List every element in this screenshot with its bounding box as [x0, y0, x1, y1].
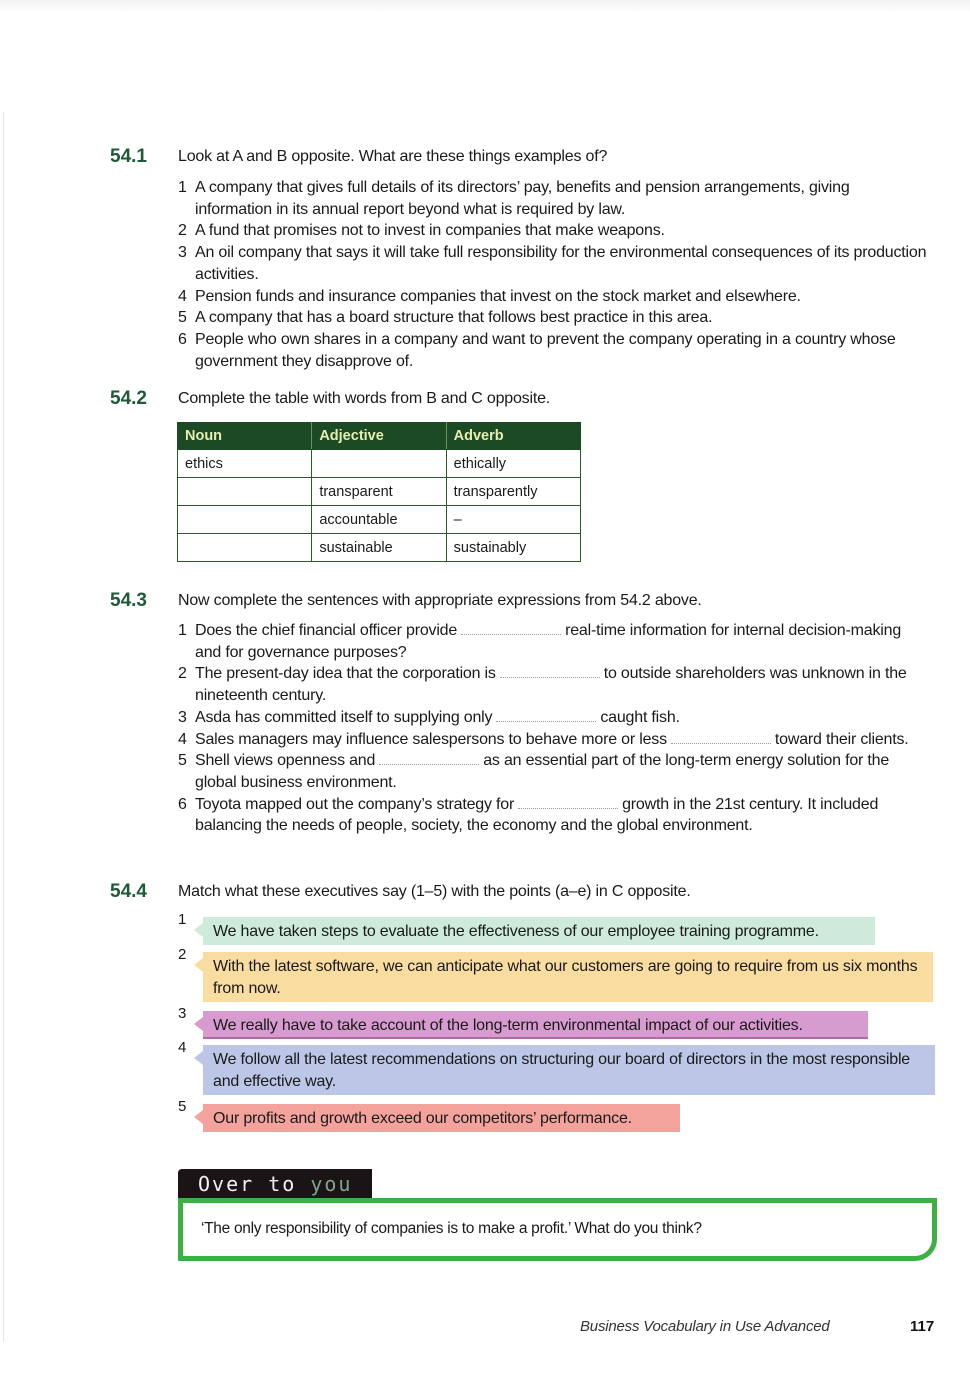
list-item: 1 Does the chief financial officer provide real-time information for internal decision-making and for governance purposes?	[178, 622, 902, 661]
over-to-you-box	[178, 1198, 937, 1261]
answer-blank[interactable]	[671, 730, 771, 744]
exercise-instruction: Now complete the sentences with appropriate expressions from 54.2 above.	[178, 592, 702, 609]
speech-callout: Our profits and growth exceed our competitors’ performance.	[203, 1104, 680, 1132]
exercise-number: 54.1	[110, 146, 147, 167]
table-cell[interactable]: –	[446, 506, 580, 534]
exercise-number: 54.3	[110, 590, 147, 611]
exercise-number: 54.2	[110, 388, 147, 409]
list-item: 5 A company that has a board structure that follows best practice in this area.	[178, 309, 713, 327]
table-cell[interactable]: accountable	[312, 506, 446, 534]
column-header-adverb: Adverb	[446, 423, 580, 450]
list-item: 1 A company that gives full details of its directors’ pay, benefits and pension arrangements, giving information in its annual report beyond what is required by law.	[178, 179, 850, 218]
quote-number: 4	[178, 1039, 187, 1056]
list-item: 6 Toyota mapped out the company’s strategy for growth in the 21st century. It included balancing the needs of people, society, the economy and the global environment.	[178, 795, 879, 835]
table-cell[interactable]: ethically	[446, 450, 580, 478]
speech-callout: We really have to take account of the long-term environmental impact of our activities.	[203, 1011, 868, 1039]
quote-number: 1	[178, 911, 187, 928]
speech-callout: With the latest software, we can anticipate what our customers are going to require from us six months from now.	[203, 952, 933, 1002]
table-cell[interactable]: transparently	[446, 478, 580, 506]
table-header-row	[178, 423, 581, 450]
table-row	[178, 450, 581, 478]
table-cell[interactable]	[178, 478, 312, 506]
answer-blank[interactable]	[379, 751, 479, 765]
answer-blank[interactable]	[500, 664, 600, 678]
quote-number: 3	[178, 1005, 187, 1022]
exercise-instruction: Look at A and B opposite. What are these things examples of?	[178, 148, 608, 165]
book-title: Business Vocabulary in Use Advanced	[580, 1318, 830, 1335]
column-header-adjective: Adjective	[312, 423, 446, 450]
table-cell[interactable]: sustainably	[446, 534, 580, 562]
quote-number: 5	[178, 1098, 187, 1115]
list-item: 6 People who own shares in a company and want to prevent the company operating in a country whose government they disapprove of.	[178, 330, 896, 370]
table-row	[178, 534, 581, 562]
table-cell[interactable]	[312, 450, 446, 478]
table-row	[178, 478, 581, 506]
word-forms-table	[177, 422, 581, 562]
exercise-instruction: Match what these executives say (1–5) with the points (a–e) in C opposite.	[178, 883, 691, 900]
page-edge	[3, 112, 4, 1342]
answer-blank[interactable]	[496, 708, 596, 722]
list-item: 2 The present-day idea that the corporation is to outside shareholders was unknown in the nineteenth century.	[178, 665, 907, 705]
list-item: 2 A fund that promises not to invest in companies that make weapons.	[178, 222, 665, 240]
column-header-noun: Noun	[178, 423, 312, 450]
table-cell[interactable]: transparent	[312, 478, 446, 506]
quote-number: 2	[178, 946, 187, 963]
exercise-item-list	[178, 177, 928, 372]
table-row	[178, 506, 581, 534]
speech-callout: We follow all the latest recommendations on structuring our board of directors in the most responsible and effective way.	[203, 1045, 935, 1095]
exercise-instruction: Complete the table with words from B and C opposite.	[178, 390, 551, 407]
page-number: 117	[910, 1318, 935, 1335]
table-cell[interactable]: sustainable	[312, 534, 446, 562]
list-item: 5 Shell views openness and as an essential part of the long-term energy solution for the global business environment.	[178, 752, 890, 791]
list-item: 4 Sales managers may influence salespersons to behave more or less toward their clients.	[178, 730, 909, 748]
exercise-number: 54.4	[110, 881, 147, 902]
list-item: 4 Pension funds and insurance companies that invest on the stock market and elsewhere.	[178, 287, 801, 305]
over-to-you-heading: Over to you	[178, 1169, 372, 1199]
page-top-shade	[0, 0, 970, 12]
speech-callout: We have taken steps to evaluate the effectiveness of our employee training programme.	[203, 917, 875, 945]
table-cell[interactable]	[178, 506, 312, 534]
discussion-prompt: ‘The only responsibility of companies is to make a profit.’ What do you think?	[201, 1220, 702, 1237]
list-item: 3 An oil company that says it will take full responsibility for the environmental consequences of its production activities.	[178, 244, 927, 283]
answer-blank[interactable]	[518, 795, 618, 809]
exercise-item-list	[178, 620, 928, 837]
table-cell[interactable]: ethics	[178, 450, 312, 478]
answer-blank[interactable]	[461, 621, 561, 635]
table-cell[interactable]	[178, 534, 312, 562]
list-item: 3 Asda has committed itself to supplying only caught fish.	[178, 708, 680, 726]
